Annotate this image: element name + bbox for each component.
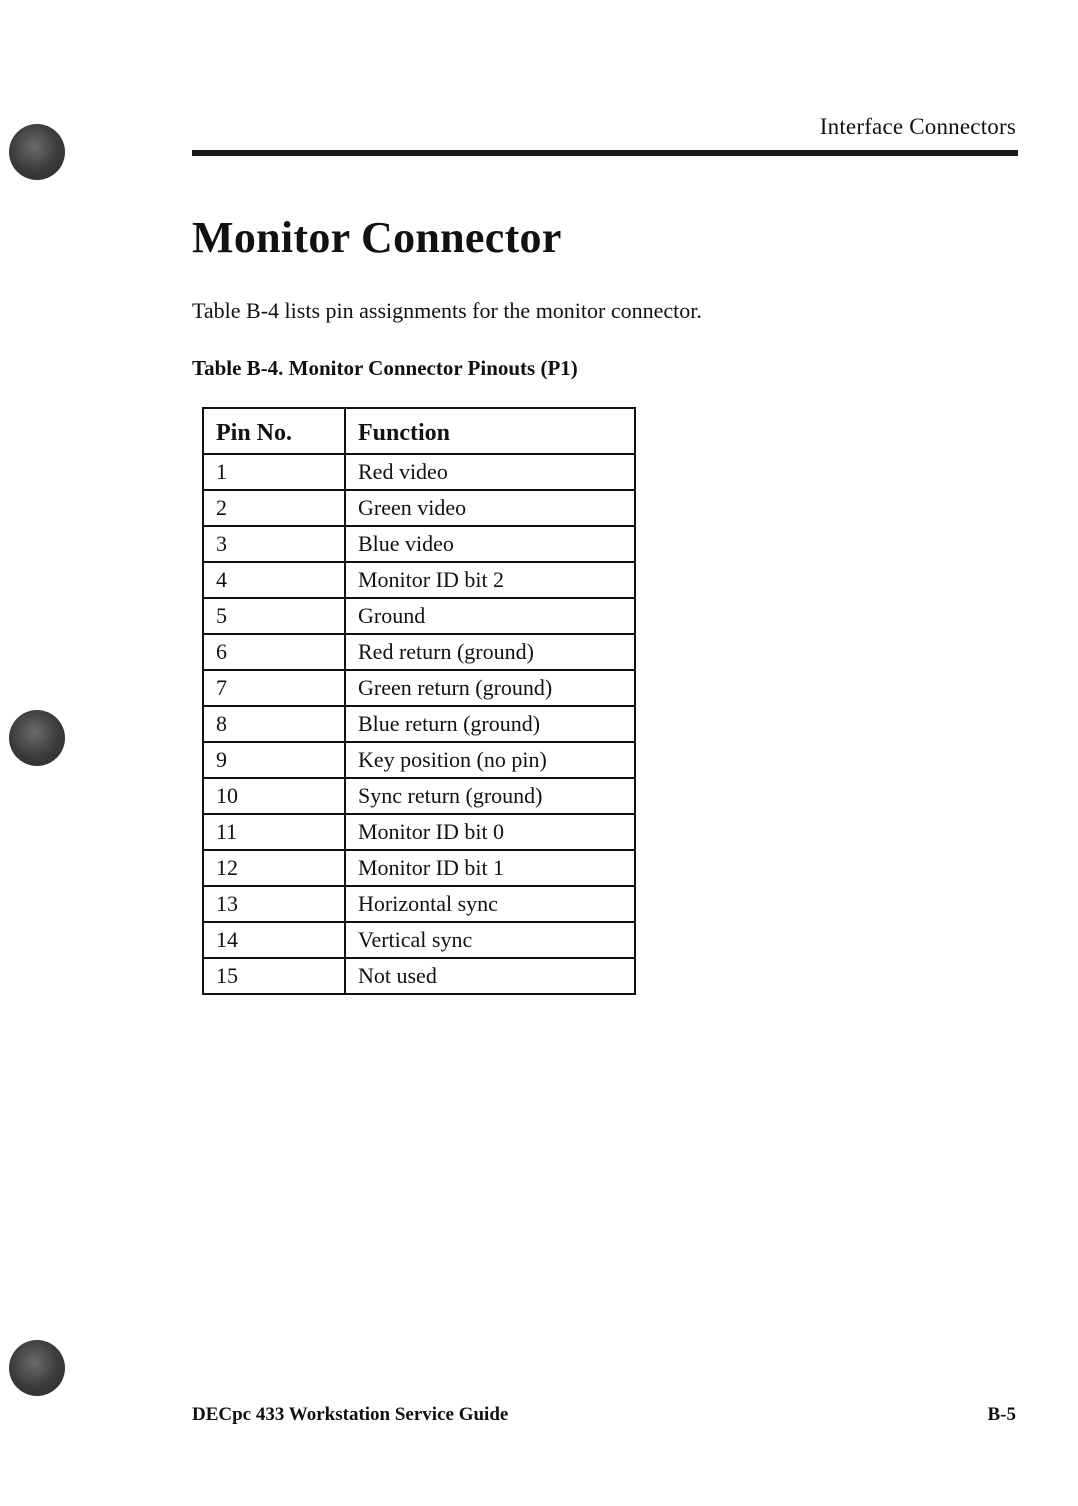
footer-book-title: DECpc 433 Workstation Service Guide	[192, 1404, 509, 1425]
pin-function: Not used	[345, 958, 635, 994]
pin-function: Ground	[345, 598, 635, 634]
pin-function: Key position (no pin)	[345, 742, 635, 778]
table-row	[203, 634, 635, 670]
pin-function: Red return (ground)	[345, 634, 635, 670]
binder-hole-bottom	[9, 1340, 65, 1396]
pin-function: Red video	[345, 454, 635, 490]
running-head: Interface Connectors	[819, 114, 1016, 139]
pin-number: 9	[203, 742, 345, 778]
footer-page-number: B-5	[987, 1404, 1016, 1425]
table-row	[203, 670, 635, 706]
binder-hole-middle	[9, 710, 65, 766]
column-header-pin: Pin No.	[203, 408, 345, 454]
table-row	[203, 526, 635, 562]
pin-number: 14	[203, 922, 345, 958]
pin-function: Green video	[345, 490, 635, 526]
table-row	[203, 886, 635, 922]
pin-number: 1	[203, 454, 345, 490]
pin-function: Vertical sync	[345, 922, 635, 958]
header-rule	[192, 150, 1018, 156]
pin-function: Blue return (ground)	[345, 706, 635, 742]
table-row	[203, 814, 635, 850]
table-row	[203, 562, 635, 598]
pin-number: 12	[203, 850, 345, 886]
pin-function: Horizontal sync	[345, 886, 635, 922]
pin-number: 2	[203, 490, 345, 526]
pin-number: 8	[203, 706, 345, 742]
table-body	[203, 454, 635, 994]
table-row	[203, 490, 635, 526]
pin-number: 13	[203, 886, 345, 922]
table-row	[203, 598, 635, 634]
column-header-function: Function	[345, 408, 635, 454]
table-row	[203, 454, 635, 490]
table-row	[203, 922, 635, 958]
pin-number: 10	[203, 778, 345, 814]
pin-function: Blue video	[345, 526, 635, 562]
table-header-row	[203, 408, 635, 454]
pin-function: Green return (ground)	[345, 670, 635, 706]
pin-function: Sync return (ground)	[345, 778, 635, 814]
table-row	[203, 778, 635, 814]
table-row	[203, 958, 635, 994]
pin-number: 5	[203, 598, 345, 634]
pin-number: 6	[203, 634, 345, 670]
pin-number: 15	[203, 958, 345, 994]
pin-number: 7	[203, 670, 345, 706]
table-row	[203, 742, 635, 778]
table-caption: Table B-4. Monitor Connector Pinouts (P1)	[192, 356, 578, 380]
binder-hole-top	[9, 124, 65, 180]
page-title: Monitor Connector	[192, 213, 562, 262]
pin-function: Monitor ID bit 2	[345, 562, 635, 598]
pin-function: Monitor ID bit 0	[345, 814, 635, 850]
table-row	[203, 706, 635, 742]
intro-paragraph: Table B-4 lists pin assignments for the monitor connector.	[192, 298, 702, 323]
pin-number: 4	[203, 562, 345, 598]
pin-function: Monitor ID bit 1	[345, 850, 635, 886]
pin-number: 11	[203, 814, 345, 850]
table-row	[203, 850, 635, 886]
pinout-table	[202, 407, 636, 995]
pin-number: 3	[203, 526, 345, 562]
